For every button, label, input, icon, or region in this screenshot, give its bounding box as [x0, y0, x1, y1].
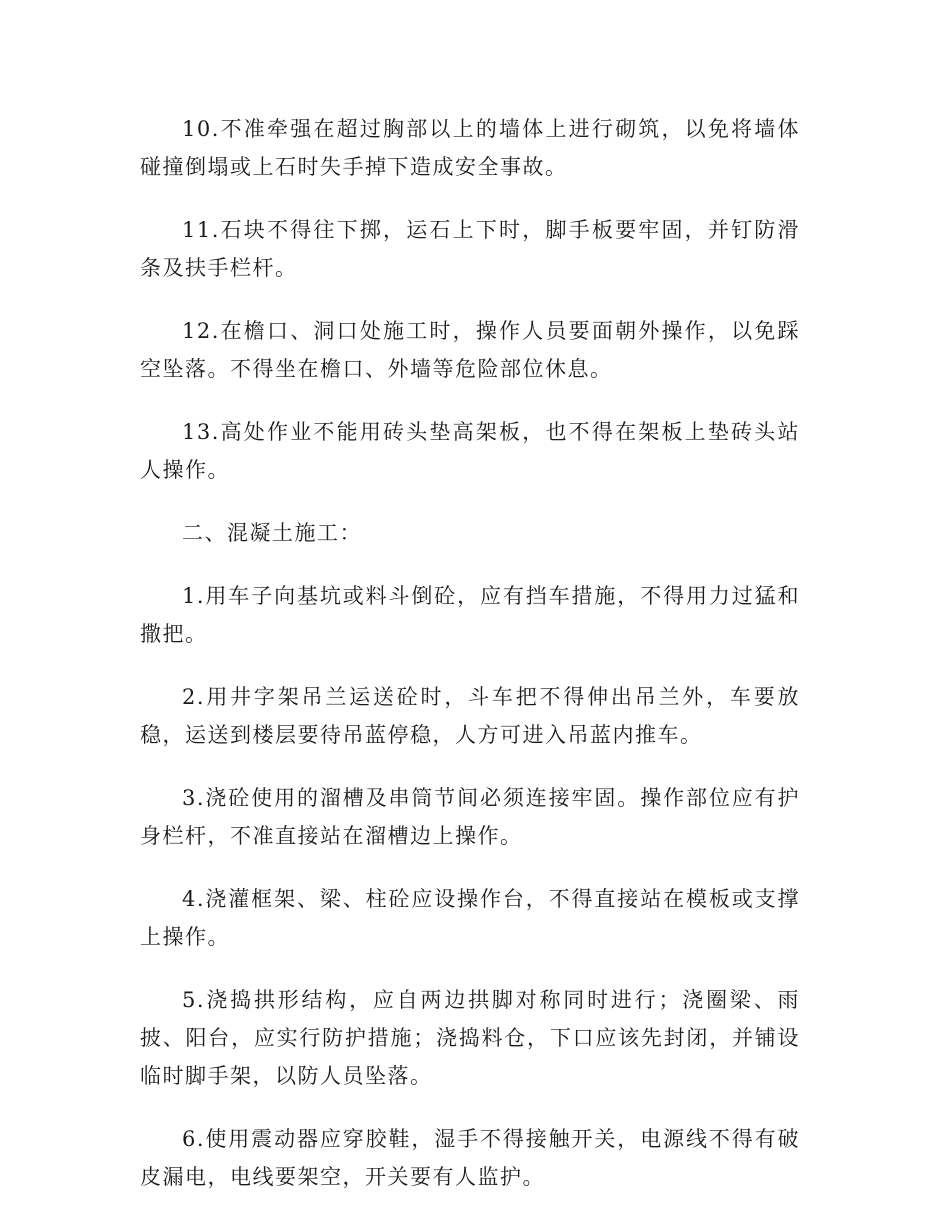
paragraph-item-concrete-1: 1.用车子向基坑或料斗倒砼，应有挡车措施，不得用力过猛和撒把。: [140, 584, 800, 646]
paragraph-item-10: 10.不准牵强在超过胸部以上的墙体上进行砌筑，以免将墙体碰撞倒塌或上石时失手掉下造成安全事故。: [140, 117, 800, 179]
section-heading-concrete: 二、混凝土施工：: [182, 521, 362, 545]
document-body: [140, 110, 800, 1221]
paragraph-item-concrete-3: 3.浇砼使用的溜槽及串筒节间必须连接牢固。操作部位应有护身栏杆，不准直接站在溜槽边上操作。: [140, 786, 800, 848]
paragraph-item-concrete-6: 6.使用震动器应穿胶鞋，湿手不得接触开关，电源线不得有破皮漏电，电线要架空，开关要有人监护。: [140, 1127, 800, 1189]
paragraph-item-13: 13.高处作业不能用砖头垫高架板，也不得在架板上垫砖头站人操作。: [140, 420, 800, 482]
paragraph-item-concrete-4: 4.浇灌框架、梁、柱砼应设操作台，不得直接站在模板或支撑上操作。: [140, 887, 800, 949]
paragraph-item-12: 12.在檐口、洞口处施工时，操作人员要面朝外操作，以免踩空坠落。不得坐在檐口、外墙等危险部位休息。: [140, 319, 800, 381]
paragraph-item-11: 11.石块不得往下掷，运石上下时，脚手板要牢固，并钉防滑条及扶手栏杆。: [140, 218, 800, 280]
paragraph-item-concrete-5: 5.浇捣拱形结构，应自两边拱脚对称同时进行；浇圈梁、雨披、阳台，应实行防护措施；浇捣料仓，下口应该先封闭，并铺设临时脚手架，以防人员坠落。: [140, 988, 800, 1088]
paragraph-item-concrete-2: 2.用井字架吊兰运送砼时，斗车把不得伸出吊兰外，车要放稳，运送到楼层要待吊蓝停稳，人方可进入吊蓝内推车。: [140, 685, 800, 747]
